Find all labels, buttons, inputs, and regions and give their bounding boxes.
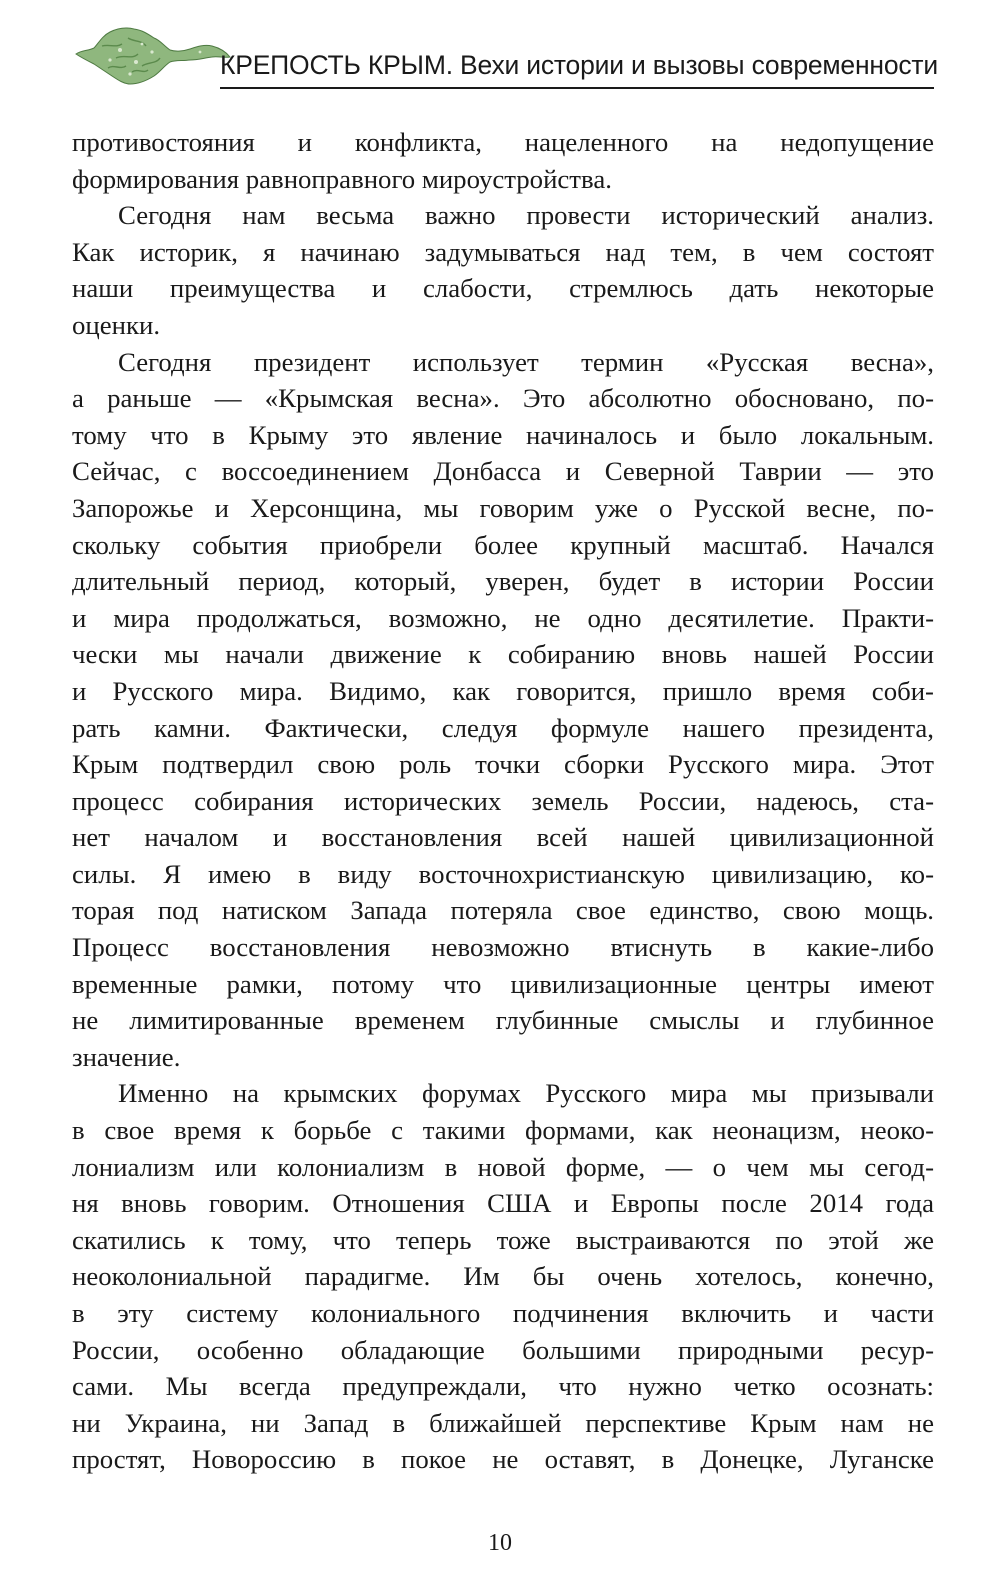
text-line: Именно на крымских форумах Русского мира мы призывали — [118, 1078, 934, 1109]
text-line: рать камни. Фактически, следуя формуле нашего президента, — [72, 712, 934, 743]
crimea-map-icon — [72, 24, 232, 90]
text-line: чески мы начали движение к собиранию вновь нашей России — [72, 639, 934, 670]
page-header — [72, 24, 938, 94]
text-line: противостояния и конфликта, нацеленного на недопущение — [72, 127, 934, 157]
text-line: Сегодня нам весьма важно провести исторический анализ. — [118, 200, 934, 231]
text-line: длительный период, который, уверен, будет в истории России — [72, 566, 934, 597]
text-line: в эту систему колониального подчинения включить и части — [72, 1298, 934, 1328]
text-line: временные рамки, потому что цивилизационные центры имеют — [72, 968, 934, 999]
text-line: сами. Мы всегда предупреждали, что нужно четко осознать: — [72, 1371, 934, 1402]
text-line: оценки. — [72, 309, 161, 340]
paragraph-2 — [72, 197, 934, 343]
text-line: формирования равноправного мироустройства. — [72, 163, 612, 194]
running-head: КРЕПОСТЬ КРЫМ. Вехи истории и вызовы современности — [220, 50, 938, 80]
text-line: Запорожье и Херсонщина, мы говорим уже о Русской весне, по- — [72, 492, 934, 523]
text-line: неоколониальной парадигме. Им бы очень хотелось, конечно, — [72, 1261, 934, 1292]
text-line: России, особенно обладающие большими природными ресур- — [72, 1334, 934, 1365]
text-line: Сейчас, с воссоединением Донбасса и Северной Таврии — это — [72, 456, 934, 487]
body-text — [72, 124, 934, 1478]
text-line: Сегодня президент использует термин «Русская весна», — [118, 346, 934, 377]
text-line: а раньше — «Крымская весна». Это абсолютно обосновано, по- — [72, 383, 934, 414]
text-line: ня вновь говорим. Отношения США и Европы после 2014 года — [72, 1188, 934, 1219]
text-line: в свое время к борьбе с такими формами, как неонацизм, неоко- — [72, 1115, 934, 1146]
text-line: тому что в Крыму это явление начиналось и было локальным. — [72, 419, 934, 450]
text-line: простят, Новороссию в покое не оставят, в Донецке, Луганске — [72, 1444, 934, 1475]
paragraph-1 — [72, 124, 934, 197]
text-line: скольку события приобрели более крупный масштаб. Начался — [72, 529, 934, 560]
text-line: наши преимущества и слабости, стремлюсь дать некоторые — [72, 273, 934, 304]
text-line: Крым подтвердил свою роль точки сборки Русского мира. Этот — [72, 749, 934, 780]
paragraph-3 — [72, 344, 934, 1076]
text-line: скатились к тому, что теперь тоже выстраиваются по этой же — [72, 1224, 934, 1255]
page-number: 10 — [488, 1530, 512, 1556]
text-line: силы. Я имею в виду восточнохристианскую цивилизацию, ко- — [72, 858, 934, 889]
text-line: и мира продолжаться, возможно, не одно десятилетие. Практи- — [72, 602, 934, 633]
text-line: лониализм или колониализм в новой форме, — о чем мы сегод- — [72, 1151, 934, 1182]
text-line: ни Украина, ни Запад в ближайшей перспективе Крым нам не — [72, 1407, 934, 1438]
text-line: не лимитированные временем глубинные смыслы и глубинное — [72, 1005, 934, 1036]
header-rule — [220, 87, 934, 89]
text-line: процесс собирания исторических земель России, надеюсь, ста- — [72, 785, 934, 816]
text-line: нет началом и восстановления всей нашей цивилизационной — [72, 822, 934, 853]
text-line: Как историк, я начинаю задумываться над тем, в чем состоят — [72, 236, 934, 267]
text-line: значение. — [72, 1041, 181, 1072]
text-line: торая под натиском Запада потеряла свое единство, свою мощь. — [72, 895, 934, 926]
paragraph-4 — [72, 1075, 934, 1478]
text-line: и Русского мира. Видимо, как говорится, пришло время соби- — [72, 675, 934, 706]
text-line: Процесс восстановления невозможно втиснуть в какие-либо — [72, 932, 934, 963]
